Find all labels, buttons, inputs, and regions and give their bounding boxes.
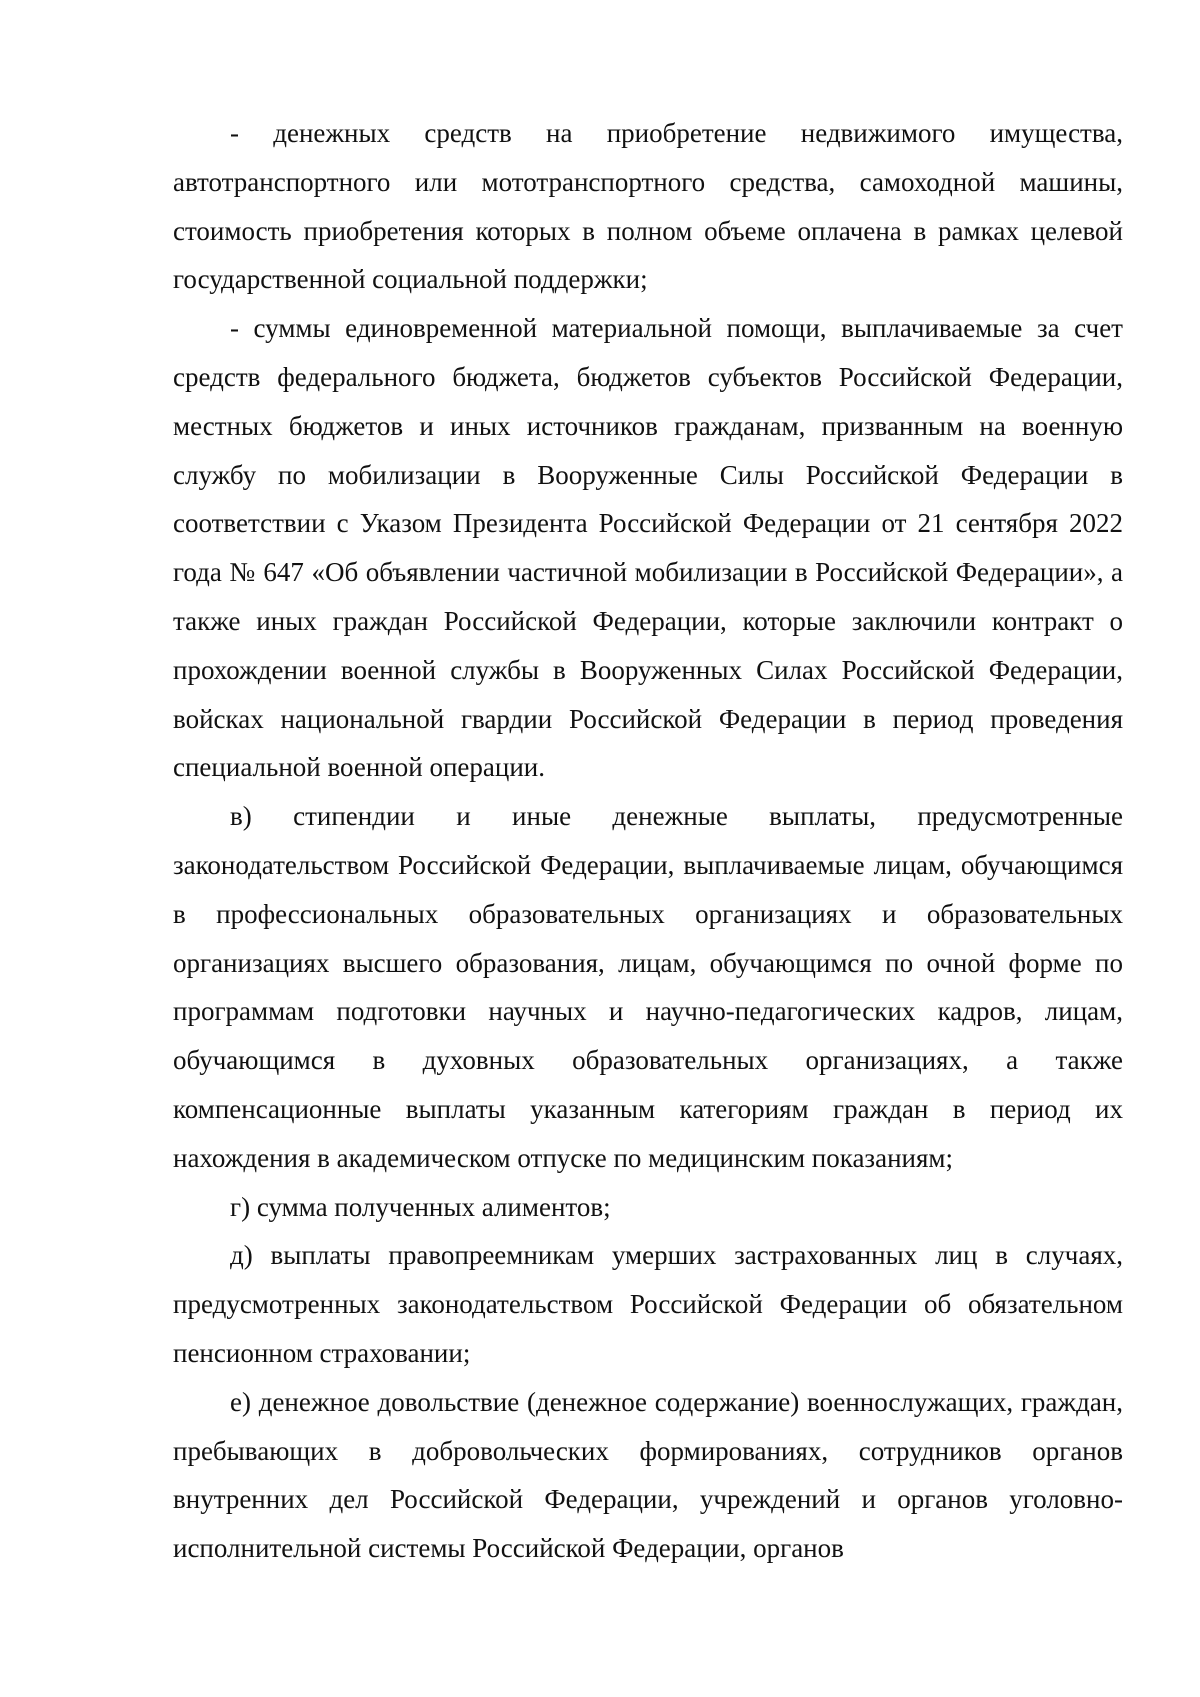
paragraph-alimony: г) сумма полученных алиментов;	[230, 1191, 611, 1222]
paragraph-military-allowance: е) денежное довольствие (денежное содержание) военнослужащих, граждан, пребывающих в добровольческих формированиях, сотрудников органов внутренних дел Российской Федерации, учреждений и органов уголовно-исполнительной системы Российской Федерации, органов	[173, 1386, 1123, 1564]
paragraph-one-time-aid: - суммы единовременной материальной помощи, выплачиваемые за счет средств федерального бюджета, бюджетов субъектов Российской Федерации, местных бюджетов и иных источников гражданам, призванным на военную службу по мобилизации в Вооруженные Силы Российской Федерации в соответствии с Указом Президента Российской Федерации от 21 сентября 2022 года № 647 «Об объявлении частичной мобилизации в Российской Федерации», а также иных граждан Российской Федерации, которые заключили контракт о прохождении военной службы в Вооруженных Силах Российской Федерации, войсках национальной гвардии Российской Федерации в период проведения специальной военной операции.	[173, 313, 1123, 783]
paragraph-stipends: в) стипендии и иные денежные выплаты, предусмотренные законодательством Российской Федерации, выплачиваемые лицам, обучающимся в профессиональных образовательных организациях и образовательных организациях высшего образования, лицам, обучающимся по очной форме по программам подготовки научных и научно-педагогических кадров, лицам, обучающимся в духовных образовательных организациях, а также компенсационные выплаты указанным категориям граждан в период их нахождения в академическом отпуске по медицинским показаниям;	[173, 801, 1123, 1173]
paragraph-successor-payments: д) выплаты правопреемникам умерших застрахованных лиц в случаях, предусмотренных законодательством Российской Федерации об обязательном пенсионном страховании;	[173, 1240, 1123, 1368]
paragraph-funds-purchase: - денежных средств на приобретение недвижимого имущества, автотранспортного или мототранспортного средства, самоходной машины, стоимость приобретения которых в полном объеме оплачена в рамках целевой государственной социальной поддержки;	[173, 118, 1123, 295]
document-body	[173, 109, 1123, 1573]
